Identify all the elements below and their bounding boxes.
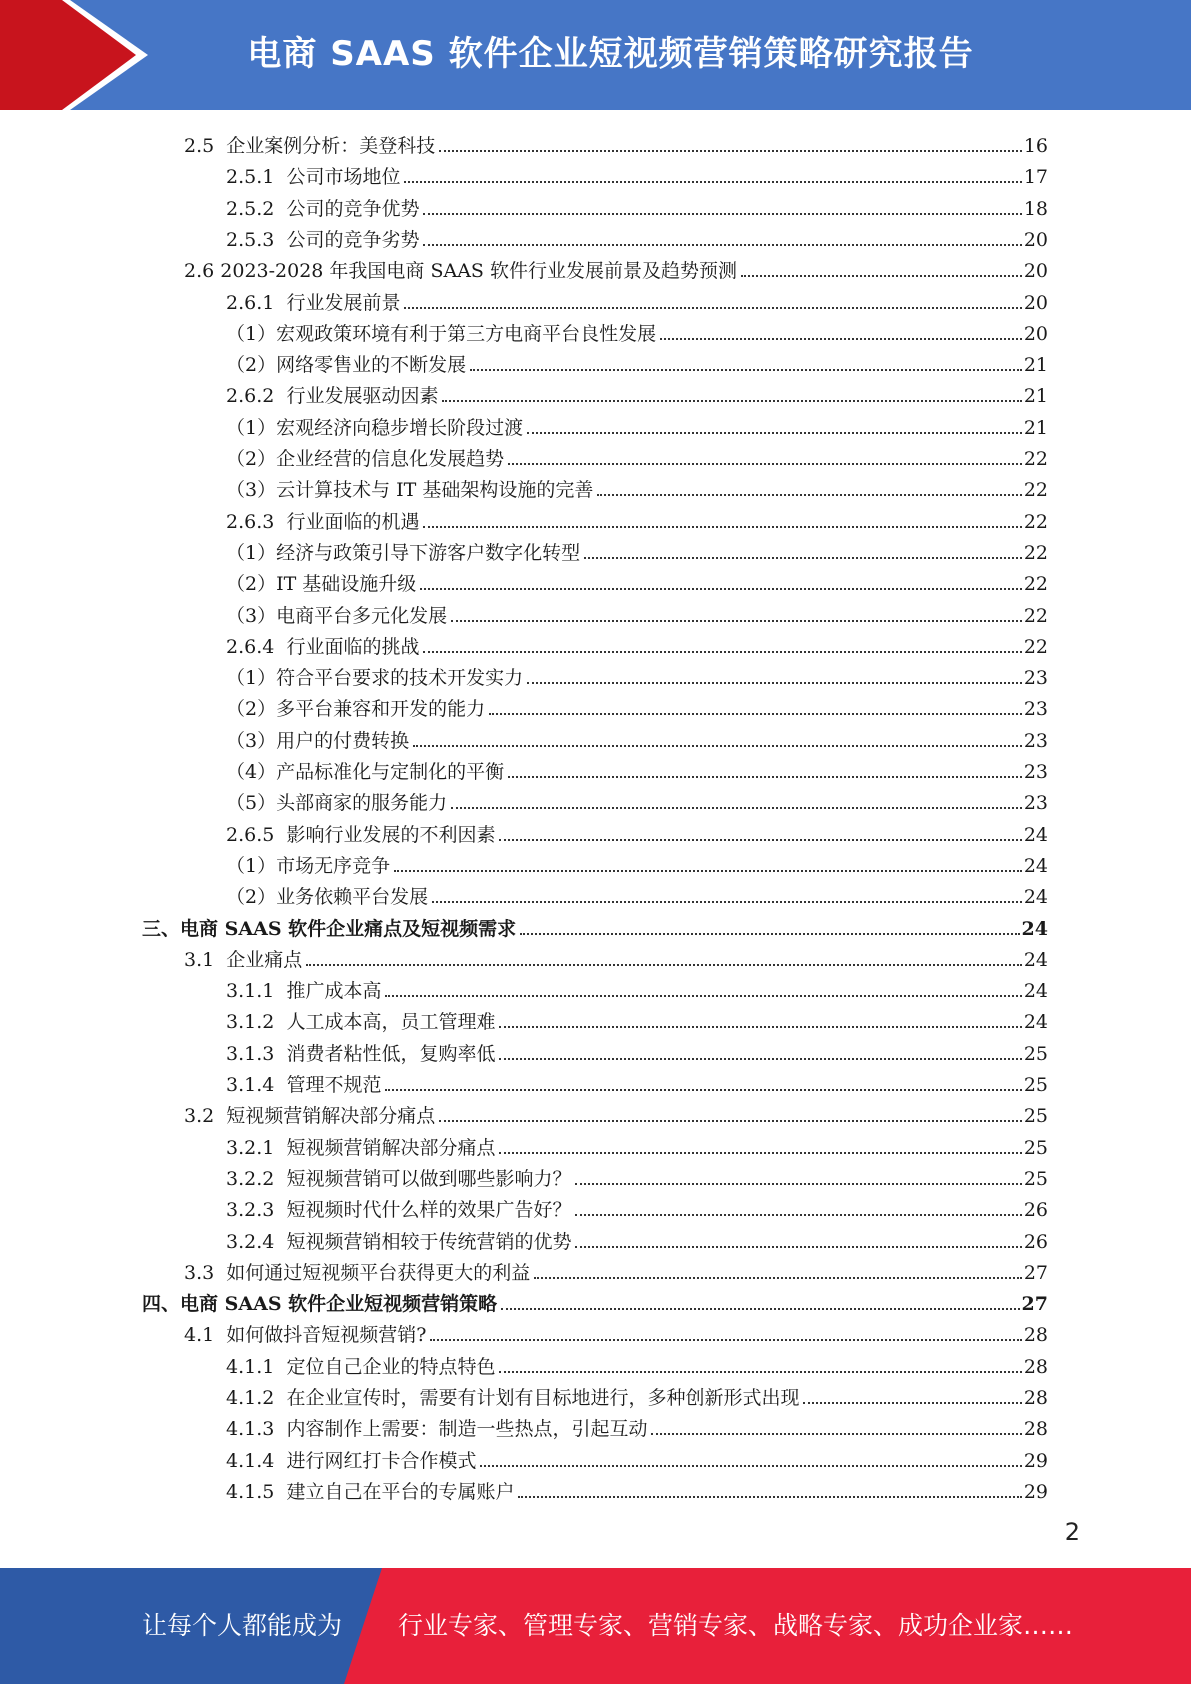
- toc-entry-label: 网络零售业的不断发展: [276, 354, 467, 377]
- toc-entry-page: 24: [1023, 948, 1048, 971]
- toc-entry-page: 21: [1023, 416, 1048, 439]
- dot-leader: [430, 1339, 1021, 1341]
- dot-leader: [451, 620, 1022, 622]
- toc-entry-page: 20: [1023, 291, 1048, 314]
- toc-entry-page: 25: [1023, 1074, 1048, 1096]
- toc-entry[interactable]: [226, 534, 1048, 565]
- toc-entry-page: 28: [1023, 1324, 1048, 1347]
- toc-entry[interactable]: [226, 972, 1048, 1003]
- toc-entry-label: 推广成本高: [286, 980, 382, 1003]
- toc-entry-number: 2.5.1: [226, 166, 287, 189]
- toc-entry-number: 3.1.4: [226, 1074, 287, 1096]
- toc-entry-number: 4.1: [184, 1324, 227, 1347]
- toc-entry-number: 3.2.3: [226, 1199, 287, 1222]
- toc-entry-page: 24: [1023, 1011, 1048, 1034]
- toc-entry-page: 22: [1023, 573, 1048, 596]
- dot-leader: [741, 275, 1022, 277]
- toc-entry-label: 短视频营销解决部分痛点: [286, 1136, 496, 1159]
- toc-entry[interactable]: [184, 941, 1048, 972]
- toc-entry-page: 27: [1023, 1261, 1048, 1284]
- dot-leader: [660, 338, 1022, 340]
- toc-entry[interactable]: [226, 565, 1048, 596]
- toc-entry[interactable]: [226, 409, 1048, 440]
- dot-leader: [499, 1371, 1021, 1373]
- toc-entry-label: 行业面临的机遇: [286, 510, 420, 533]
- toc-entry-number: 4.1.3: [226, 1418, 287, 1441]
- toc-entry-page: 17: [1023, 166, 1048, 189]
- dot-leader: [420, 588, 1022, 590]
- toc-entry-number: 3.2.1: [226, 1136, 287, 1159]
- dot-leader: [575, 1246, 1021, 1248]
- toc-entry[interactable]: [226, 284, 1048, 315]
- toc-entry[interactable]: [226, 659, 1048, 690]
- toc-entry-number: 4.1.5: [226, 1480, 287, 1503]
- toc-entry[interactable]: [226, 1066, 1048, 1097]
- toc-entry-label: 2023-2028 年我国电商 SAAS 软件行业发展前景及趋势预测: [220, 260, 737, 283]
- toc-entry-label: 用户的付费转换: [276, 729, 410, 752]
- toc-entry-page: 20: [1023, 228, 1048, 251]
- dot-leader: [499, 839, 1021, 841]
- toc-entry-number: （2）: [226, 698, 277, 721]
- toc-entry-page: 24: [1023, 980, 1048, 1003]
- toc-entry-page: 23: [1023, 761, 1048, 783]
- toc-entry-page: 22: [1023, 635, 1048, 658]
- toc-entry-number: 3.2.2: [226, 1167, 287, 1190]
- toc-entry[interactable]: [142, 1285, 1048, 1316]
- toc-entry-number: 2.6.1: [226, 291, 287, 314]
- dot-leader: [480, 1465, 1021, 1467]
- toc-entry-page: 24: [1021, 917, 1048, 940]
- dot-leader: [442, 400, 1021, 402]
- toc-entry-number: （3）: [226, 729, 277, 752]
- toc-entry[interactable]: [226, 440, 1048, 471]
- toc-entry-page: 16: [1023, 135, 1048, 157]
- dot-leader: [470, 369, 1022, 371]
- toc-entry-page: 25: [1023, 1105, 1048, 1128]
- toc-entry-number: （5）: [226, 792, 277, 815]
- toc-entry[interactable]: [184, 1254, 1048, 1285]
- toc-entry-page: 28: [1023, 1418, 1048, 1441]
- toc-entry-number: 3.1: [184, 948, 227, 971]
- dot-leader: [651, 1433, 1021, 1435]
- dot-leader: [306, 964, 1022, 966]
- dot-leader: [439, 1120, 1022, 1122]
- toc-entry-page: 29: [1023, 1480, 1048, 1503]
- toc-entry-label: 建立自己在平台的专属账户: [286, 1480, 515, 1503]
- toc-entry-number: 2.5: [184, 135, 227, 157]
- toc-entry-page: 20: [1023, 260, 1048, 283]
- dot-leader: [404, 181, 1021, 183]
- toc-entry-page: 28: [1023, 1387, 1048, 1409]
- toc-entry[interactable]: [226, 1442, 1048, 1473]
- toc-entry-number: 3.3: [184, 1261, 227, 1284]
- toc-entry[interactable]: [226, 471, 1048, 502]
- toc-entry-number: （4）: [226, 761, 277, 783]
- toc-entry-number: （1）: [226, 667, 277, 690]
- toc-entry-page: 24: [1023, 886, 1048, 909]
- toc-entry[interactable]: [226, 1473, 1048, 1504]
- toc-entry[interactable]: [226, 503, 1048, 534]
- toc-entry-label: 人工成本高，员工管理难: [286, 1011, 496, 1034]
- toc-entry-number: 4.1.1: [226, 1355, 287, 1378]
- toc-entry-label: 业务依赖平台发展: [276, 886, 429, 909]
- dot-leader: [451, 807, 1022, 809]
- toc-entry[interactable]: [226, 1003, 1048, 1034]
- dot-leader: [413, 745, 1022, 747]
- toc-entry-label: 符合平台要求的技术开发实力: [276, 667, 524, 690]
- toc-entry[interactable]: [226, 816, 1048, 847]
- toc-entry-number: 3.1.2: [226, 1011, 287, 1034]
- toc-entry[interactable]: [226, 315, 1048, 346]
- toc-entry-label: 定位自己企业的特点特色: [286, 1355, 496, 1378]
- toc-entry-page: 22: [1023, 448, 1048, 470]
- dot-leader: [423, 526, 1021, 528]
- toc-entry-page: 20: [1023, 322, 1048, 345]
- toc-entry-number: （2）: [226, 448, 277, 470]
- toc-entry-label: 行业发展前景: [286, 291, 401, 314]
- toc-entry-page: 18: [1023, 197, 1048, 220]
- toc-entry-number: 2.6.5: [226, 823, 287, 846]
- dot-leader: [423, 244, 1021, 246]
- toc-entry-number: 三、: [142, 917, 181, 940]
- report-title: 电商 SAAS 软件企业短视频营销策略研究报告: [247, 34, 974, 74]
- toc-entry-label: IT 基础设施升级: [276, 573, 417, 596]
- dot-leader: [803, 1402, 1021, 1404]
- toc-entry-page: 23: [1023, 667, 1048, 690]
- dot-leader: [508, 776, 1022, 778]
- toc-entry-label: 产品标准化与定制化的平衡: [276, 761, 505, 783]
- toc-entry[interactable]: [226, 722, 1048, 753]
- dot-leader: [575, 1183, 1021, 1185]
- dot-leader: [394, 870, 1022, 872]
- toc-entry-number: 2.6.3: [226, 510, 287, 533]
- dot-leader: [575, 1214, 1021, 1216]
- footer-banner: [0, 1568, 1191, 1684]
- toc-entry-page: 21: [1023, 354, 1048, 377]
- dot-leader: [518, 1496, 1021, 1498]
- toc-entry[interactable]: [226, 1129, 1048, 1160]
- toc-entry-number: （3）: [226, 479, 277, 502]
- toc-entry-label: 头部商家的服务能力: [276, 792, 448, 815]
- toc-entry-number: （1）: [226, 416, 277, 439]
- dot-leader: [501, 1308, 1019, 1310]
- toc-entry[interactable]: [226, 190, 1048, 221]
- dot-leader: [527, 682, 1022, 684]
- toc-entry-label: 行业面临的挑战: [286, 635, 420, 658]
- toc-entry-number: 2.6.4: [226, 635, 287, 658]
- dot-leader: [404, 307, 1021, 309]
- toc-entry-label: 公司的竞争劣势: [286, 228, 420, 251]
- dot-leader: [597, 494, 1021, 496]
- toc-entry[interactable]: [142, 910, 1048, 941]
- footer-slogan: 让每个人都能成为: [142, 1611, 343, 1640]
- dot-leader: [423, 651, 1021, 653]
- toc-entry-number: （2）: [226, 886, 277, 909]
- toc-entry-label: 行业发展驱动因素: [286, 385, 439, 408]
- toc-entry-number: 4.1.2: [226, 1387, 287, 1409]
- toc-entry[interactable]: [226, 784, 1048, 815]
- dot-leader: [489, 713, 1022, 715]
- toc-entry-label: 多平台兼容和开发的能力: [276, 698, 486, 721]
- toc-entry-number: 3.1.1: [226, 980, 287, 1003]
- toc-entry-label: 在企业宣传时，需要有计划有目标地进行，多种创新形式出现: [286, 1387, 800, 1409]
- toc-entry[interactable]: [226, 628, 1048, 659]
- dot-leader: [432, 901, 1022, 903]
- toc-entry-label: 电商 SAAS 软件企业痛点及短视频需求: [180, 917, 517, 940]
- toc-entry-number: （2）: [226, 573, 277, 596]
- toc-entry-page: 26: [1023, 1199, 1048, 1222]
- toc-entry-page: 25: [1023, 1136, 1048, 1159]
- toc-entry-page: 22: [1023, 604, 1048, 627]
- dot-leader: [499, 1152, 1021, 1154]
- toc-entry-label: 宏观经济向稳步增长阶段过渡: [276, 416, 524, 439]
- toc-entry[interactable]: [226, 1223, 1048, 1254]
- dot-leader: [439, 150, 1022, 152]
- toc-entry-page: 21: [1023, 385, 1048, 408]
- toc-entry-page: 27: [1021, 1293, 1048, 1316]
- toc-entry-label: 企业经营的信息化发展趋势: [276, 448, 505, 470]
- toc-entry-number: （2）: [226, 354, 277, 377]
- toc-entry[interactable]: [226, 1191, 1048, 1222]
- toc-entry-label: 电商 SAAS 软件企业短视频营销策略: [180, 1293, 498, 1316]
- dot-leader: [499, 1026, 1021, 1028]
- report-header: [0, 0, 1191, 110]
- toc-entry[interactable]: [226, 1035, 1048, 1066]
- dot-leader: [534, 1277, 1022, 1279]
- toc-entry-number: 2.6.2: [226, 385, 287, 408]
- toc-entry-number: 3.2.4: [226, 1230, 287, 1253]
- toc-entry-label: 企业痛点: [226, 948, 303, 971]
- toc-entry-number: （3）: [226, 604, 277, 627]
- toc-entry-page: 22: [1023, 510, 1048, 533]
- toc-entry[interactable]: [226, 597, 1048, 628]
- toc-entry[interactable]: [184, 1097, 1048, 1128]
- toc-entry-label: 管理不规范: [286, 1074, 382, 1096]
- toc-entry-label: 宏观政策环境有利于第三方电商平台良性发展: [276, 322, 657, 345]
- toc-entry-page: 23: [1023, 729, 1048, 752]
- toc-entry-label: 内容制作上需要：制造一些热点，引起互动: [286, 1418, 648, 1441]
- dot-leader: [527, 432, 1022, 434]
- page-number: 2: [1064, 1518, 1080, 1546]
- toc-entry[interactable]: [226, 377, 1048, 408]
- toc-entry-page: 23: [1023, 698, 1048, 721]
- toc-entry-page: 24: [1023, 823, 1048, 846]
- toc-entry[interactable]: [184, 1316, 1048, 1347]
- toc-entry-label: 如何做抖音短视频营销?: [226, 1324, 427, 1347]
- toc-entry-label: 经济与政策引导下游客户数字化转型: [276, 541, 581, 564]
- dot-leader: [499, 1058, 1021, 1060]
- toc-entry-label: 公司的竞争优势: [286, 197, 420, 220]
- toc-entry[interactable]: [226, 690, 1048, 721]
- toc-entry-page: 25: [1023, 1042, 1048, 1065]
- toc-entry-page: 26: [1023, 1230, 1048, 1253]
- toc-entry-page: 23: [1023, 792, 1048, 815]
- toc-entry-page: 28: [1023, 1355, 1048, 1378]
- toc-entry-label: 市场无序竞争: [276, 854, 391, 877]
- toc-entry-number: 2.5.2: [226, 197, 287, 220]
- toc-entry-number: （1）: [226, 541, 277, 564]
- toc-entry[interactable]: [226, 158, 1048, 189]
- toc-entry[interactable]: [226, 346, 1048, 377]
- dot-leader: [520, 933, 1019, 935]
- toc-entry[interactable]: [226, 1410, 1048, 1441]
- toc-entry-page: 25: [1023, 1167, 1048, 1190]
- toc-entry-label: 电商平台多元化发展: [276, 604, 448, 627]
- toc-entry-label: 影响行业发展的不利因素: [286, 823, 496, 846]
- toc-entry-number: （1）: [226, 322, 277, 345]
- toc-entry-page: 22: [1023, 541, 1048, 564]
- dot-leader: [385, 995, 1021, 997]
- toc-entry[interactable]: [226, 1348, 1048, 1379]
- toc-entry-label: 短视频营销可以做到哪些影响力？: [286, 1167, 572, 1190]
- toc-entry-label: 消费者粘性低，复购率低: [286, 1042, 496, 1065]
- toc-entry[interactable]: [226, 1379, 1048, 1410]
- toc-entry[interactable]: [184, 127, 1048, 158]
- toc-entry[interactable]: [184, 252, 1048, 283]
- dot-leader: [385, 1089, 1021, 1091]
- toc-entry-number: （1）: [226, 854, 277, 877]
- toc-entry-label: 短视频时代什么样的效果广告好？: [286, 1199, 572, 1222]
- toc-entry-number: 4.1.4: [226, 1449, 287, 1472]
- toc-entry[interactable]: [226, 221, 1048, 252]
- toc-entry-number: 四、: [142, 1293, 181, 1316]
- toc-entry[interactable]: [226, 878, 1048, 909]
- toc-entry-label: 云计算技术与 IT 基础架构设施的完善: [276, 479, 594, 502]
- toc-entry-label: 如何通过短视频平台获得更大的利益: [226, 1261, 531, 1284]
- toc-entry-page: 29: [1023, 1449, 1048, 1472]
- toc-entry-label: 短视频营销解决部分痛点: [226, 1105, 436, 1128]
- footer-roles: 行业专家、管理专家、营销专家、战略专家、成功企业家……: [398, 1611, 1074, 1640]
- toc-entry[interactable]: [226, 847, 1048, 878]
- toc-entry-label: 短视频营销相较于传统营销的优势: [286, 1230, 572, 1253]
- dot-leader: [423, 213, 1021, 215]
- toc-entry-number: 2.5.3: [226, 228, 287, 251]
- toc-entry[interactable]: [226, 1160, 1048, 1191]
- toc-entry-label: 公司市场地位: [286, 166, 401, 189]
- toc-entry-number: 3.1.3: [226, 1042, 287, 1065]
- toc-entry-number: 3.2: [184, 1105, 227, 1128]
- dot-leader: [508, 463, 1022, 465]
- toc-entry[interactable]: [226, 753, 1048, 784]
- toc-entry-label: 企业案例分析：美登科技: [226, 135, 436, 157]
- dot-leader: [584, 557, 1022, 559]
- toc-entry-number: 2.6: [184, 260, 221, 283]
- toc-entry-label: 进行网红打卡合作模式: [286, 1449, 477, 1472]
- toc-entry-page: 24: [1023, 854, 1048, 877]
- toc-entry-page: 22: [1023, 479, 1048, 502]
